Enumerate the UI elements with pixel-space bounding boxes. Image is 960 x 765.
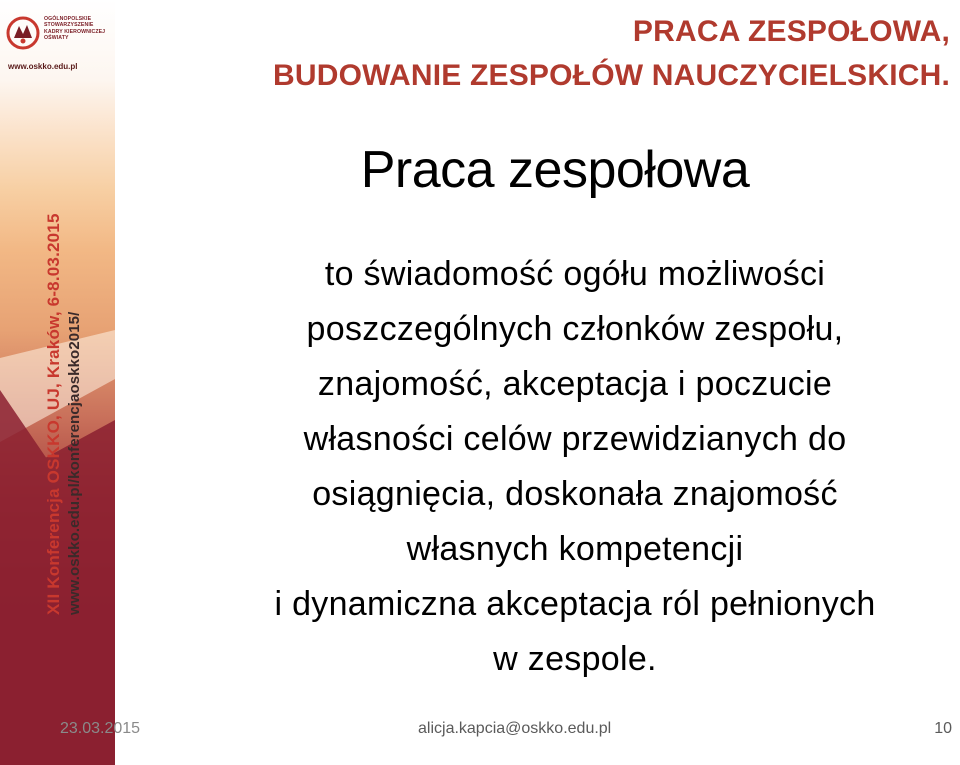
vertical-conference-block [43,165,93,615]
sidebar [0,0,115,765]
header-line-2: BUDOWANIE ZESPOŁÓW NAUCZYCIELSKICH. [272,59,950,92]
logo-text: OGÓLNOPOLSKIE STOWARZYSZENIE KADRY KIEROWNICZEJ OŚWIATY [44,16,106,42]
footer-email: alicja.kapcia@oskko.edu.pl [418,720,612,737]
body-line-5: osiągnięcia, doskonała znajomość [312,475,838,513]
sidebar-url: www.oskko.edu.pl [8,62,78,71]
header-line-1: PRACA ZESPOŁOWA, [632,15,950,48]
body-line-6: własnych kompetencji [406,530,744,568]
oskko-logo-icon [6,16,40,50]
presentation-header [273,10,950,98]
slide-body [190,247,960,687]
conference-url: www.oskko.edu.pl/konferencjaoskko2015/ [66,311,83,615]
footer-date: 23.03.2015 [60,720,141,737]
conference-title: XII Konferencja OSKKO, UJ, Kraków, 6-8.03.2015 [44,213,63,615]
body-line-4: własności celów przewidzianych do [303,420,847,458]
page-number: 10 [934,720,952,737]
oskko-logo [6,14,110,54]
body-line-8: w zespole. [493,640,657,678]
body-line-2: poszczególnych członków zespołu, [306,310,844,348]
body-line-1: to świadomość ogółu możliwości [324,255,826,293]
body-line-3: znajomość, akceptacja i poczucie [317,365,833,403]
body-line-7: i dynamiczna akceptacja ról pełnionych [274,585,876,623]
slide-title: Praca zespołowa [360,141,750,199]
